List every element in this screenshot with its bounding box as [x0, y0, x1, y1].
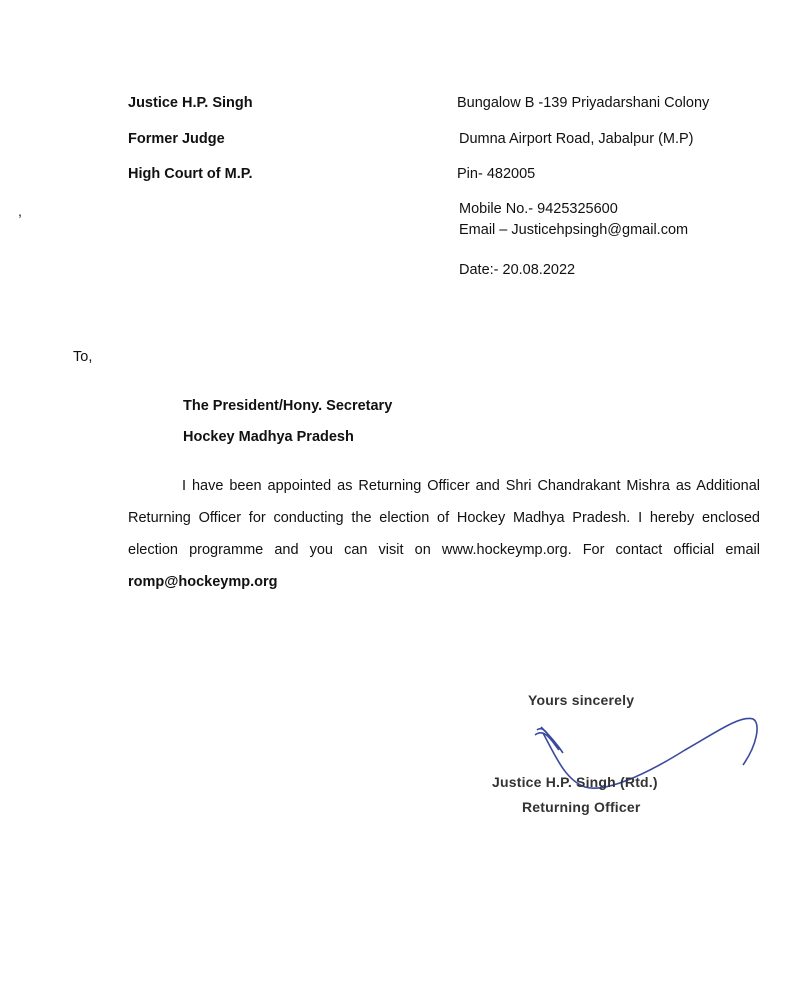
recipient-line-2: Hockey Madhya Pradesh — [183, 429, 354, 445]
salutation: To, — [73, 349, 93, 365]
address-pin: Pin- 482005 — [457, 166, 536, 182]
address-line-2: Dumna Airport Road, Jabalpur (M.P) — [459, 131, 694, 147]
valediction: Yours sincerely — [528, 692, 635, 708]
signature-icon — [525, 705, 765, 805]
sender-email: Email – Justicehpsingh@gmail.com — [459, 222, 689, 238]
mobile-number: Mobile No.- 9425325600 — [459, 201, 618, 217]
letter-body — [128, 470, 760, 598]
sender-court: High Court of M.P. — [128, 166, 253, 182]
sender-name: Justice H.P. Singh — [128, 95, 253, 111]
recipient-line-1: The President/Hony. Secretary — [183, 398, 393, 414]
letter-date: Date:- 20.08.2022 — [459, 262, 576, 278]
address-line-1: Bungalow B -139 Priyadarshani Colony — [457, 95, 710, 111]
signatory-role: Returning Officer — [522, 799, 641, 815]
sender-title: Former Judge — [128, 131, 225, 147]
signatory-name: Justice H.P. Singh (Rtd.) — [492, 774, 658, 790]
body-text: I have been appointed as Returning Officer and Shri Chandrakant Mishra as Additional Returning Officer for conducting the election of Hockey Madhya Pradesh. I hereby enclosed election programme and you can visit on www.hockeymp.org. For contact official email — [128, 478, 760, 558]
official-email: romp@hockeymp.org — [128, 574, 278, 590]
stray-mark: , — [18, 203, 22, 219]
